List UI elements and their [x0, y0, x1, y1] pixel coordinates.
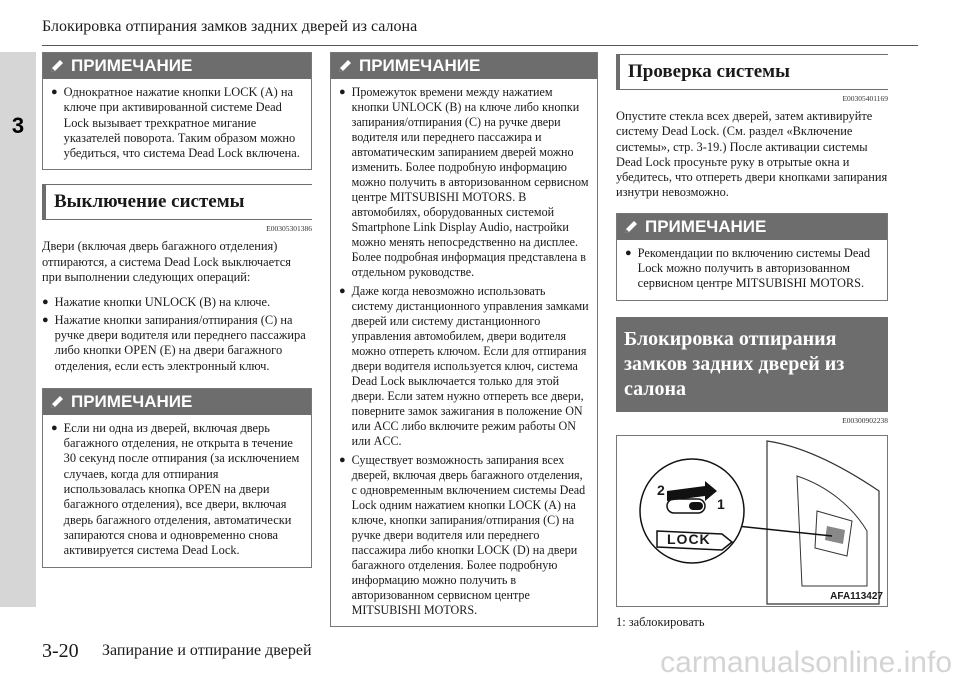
bullet-icon: ● [51, 421, 58, 434]
bullet-icon: ● [625, 246, 632, 259]
section-paragraph: Двери (включая дверь багажного отделения) отпираются, а система Dead Lock выключается при выполнении следующих операций: [42, 239, 291, 285]
section-code: E00300902238 [842, 415, 888, 425]
section-code: E00305301386 [266, 224, 312, 234]
note-box [42, 52, 312, 170]
column-2 [330, 52, 598, 639]
note-box [616, 213, 888, 301]
note-text: Рекомендации по включению системы Dead Lock можно получить в авторизованном сервисном центре MITSUBISHI MOTORS. [637, 245, 871, 291]
header-divider [42, 45, 918, 46]
pencil-icon [337, 58, 353, 74]
note-text: Даже когда невозможно использовать систему дистанционного управления замками дверей или систему дистанционного управления автомобилем, двери водителя можно отпереть ключом. Если для отпирания двери водителя используется ключ, система Dead Lock выключается только для этой двери. Если затем нужно отпереть все двери, поверните замок зажигания в положение ON или ACC либо включите режим работы ON или ACC. [351, 284, 589, 448]
note-header [331, 53, 597, 79]
page-number: 3-20 [42, 640, 79, 662]
figure-id: AFA113427 [830, 590, 883, 602]
list-item: Нажатие кнопки запирания/отпирания (C) на ручке двери водителя или переднего пассажира либо кнопки OPEN (E) на двери багажного отделения, если есть электронный ключ. [54, 312, 306, 373]
section-paragraph: Опустите стекла всех дверей, затем активируйте систему Dead Lock. (См. раздел «Включение системы», стр. 3-19.) После активации системы Dead Lock просуньте руку в отрытые окна и убедитесь, что отпереть двери кнопками запирания изнутри невозможно. [616, 109, 888, 200]
chapter-heading: Блокировка отпирания замков задних дверей из салона [616, 317, 888, 412]
pencil-icon [49, 58, 65, 74]
chapter-tab: 3 [0, 108, 36, 144]
figure-label-1: 1 [717, 495, 725, 512]
section-title: Проверка системы [616, 54, 888, 90]
bullet-icon: ● [42, 296, 49, 309]
bullet-icon: ● [339, 285, 346, 297]
bullet-icon: ● [339, 86, 346, 98]
note-text: Промежуток времени между нажатием кнопки UNLOCK (B) на ключе либо кнопки запирания/отпирания (C) на ручке двери водителя или переднего пассажира и автоматическим запиранием дверей можно изменить. Более подробную информацию можно получить в авторизованном сервисном центре MITSUBISHI MOTORS. В автомобилях, оборудованных системой Smartphone Link Display Audio, настройки можно менять непосредственно на дисплее. Более подробная информация представлена в отдельном руководстве. [351, 85, 589, 279]
note-label: ПРИМЕЧАНИЕ [645, 216, 767, 236]
figure-caption: 1: заблокировать [616, 614, 705, 629]
note-header [617, 214, 887, 240]
column-3 [616, 52, 888, 630]
note-header [43, 389, 311, 415]
note-text: Если ни одна из дверей, включая дверь багажного отделения, не открыта в течение 30 секунд после отпирания (за исключением случаев, когда для отпирания использовалась кнопка OPEN на двери багажного отделения), все двери, включая дверь багажного отделения, автоматически запираются снова и одновременно снова активируется система Dead Lock. [63, 420, 300, 558]
note-label: ПРИМЕЧАНИЕ [359, 56, 481, 75]
watermark: carmanualsonline.info [660, 646, 952, 679]
pencil-icon [49, 394, 65, 410]
door-lock-illustration [617, 436, 887, 606]
bullet-list [42, 295, 312, 373]
note-text: Существует возможность запирания всех дверей, включая дверь багажного отделения, с одновременным включением системы Dead Lock одним нажатием кнопки LOCK (A) на ключе, кнопки запирания/отпирания (C) на ручке двери водителя или переднего пассажира либо кнопки LOCK (D) на двери багажного отделения. Более подробную информацию можно получить в авторизованном сервисном центре MITSUBISHI MOTORS. [351, 453, 586, 617]
lock-label: LOCK [667, 530, 711, 547]
bullet-icon: ● [51, 86, 58, 98]
note-text: Однократное нажатие кнопки LOCK (A) на ключе при активированной системе Dead Lock вызывает трехкратное мигание указателей поворота. Таким образом можно убедиться, что система Dead Lock включена. [63, 85, 300, 161]
door-lock-figure [616, 435, 888, 607]
note-box [42, 388, 312, 568]
figure-label-2: 2 [657, 481, 665, 498]
page-header-title: Блокировка отпирания замков задних дверей из салона [42, 18, 418, 35]
section-title: Выключение системы [42, 184, 312, 220]
pencil-icon [623, 219, 639, 235]
note-box [330, 52, 598, 627]
bullet-icon: ● [339, 454, 346, 466]
list-item: Нажатие кнопки UNLOCK (B) на ключе. [54, 295, 271, 310]
section-code: E00305401169 [842, 94, 888, 103]
note-header [43, 53, 311, 79]
note-label: ПРИМЕЧАНИЕ [71, 56, 193, 75]
column-1 [42, 52, 312, 580]
footer-title: Запирание и отпирание дверей [102, 642, 312, 659]
note-label: ПРИМЕЧАНИЕ [71, 391, 193, 411]
bullet-icon: ● [42, 313, 49, 326]
